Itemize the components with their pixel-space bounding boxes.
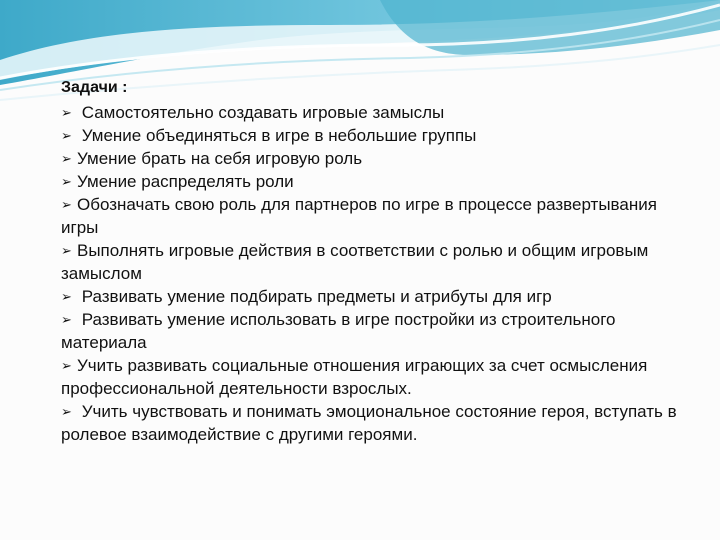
arrowhead-bullet-icon: ➢ [61, 289, 72, 304]
arrowhead-bullet-icon: ➢ [61, 312, 72, 327]
arrowhead-bullet-icon: ➢ [61, 105, 72, 120]
list-item: ➢ Умение распределять роли [61, 172, 294, 191]
arrowhead-bullet-icon: ➢ [61, 174, 72, 189]
arrowhead-bullet-icon: ➢ [61, 358, 72, 373]
list-item: ➢ Выполнять игровые действия в соответствии с ролью и общим игровым замыслом [61, 241, 649, 283]
list-item: ➢ Развивать умение подбирать предметы и атрибуты для игр [61, 287, 552, 306]
list-item: ➢ Умение объединяться в игре в небольшие группы [61, 126, 477, 145]
list-item: ➢ Обозначать свою роль для партнеров по игре в процессе развертывания игры [61, 195, 657, 237]
list-item: ➢ Учить развивать социальные отношения играющих за счет осмысления профессиональной деятельности взрослых. [61, 356, 648, 398]
arrowhead-bullet-icon: ➢ [61, 151, 72, 166]
slide-title: Задачи : [61, 79, 128, 96]
list-item: ➢ Учить чувствовать и понимать эмоциональное состояние героя, вступать в ролевое взаимодействие с другими героями. [61, 402, 677, 444]
list-item: ➢ Развивать умение использовать в игре постройки из строительного материала [61, 310, 616, 352]
list-item: ➢ Умение брать на себя игровую роль [61, 149, 363, 168]
arrowhead-bullet-icon: ➢ [61, 243, 72, 258]
arrowhead-bullet-icon: ➢ [61, 197, 72, 212]
list-item: ➢ Самостоятельно создавать игровые замыслы [61, 103, 445, 122]
tasks-text-block [61, 76, 681, 446]
arrowhead-bullet-icon: ➢ [61, 404, 72, 419]
arrowhead-bullet-icon: ➢ [61, 128, 72, 143]
